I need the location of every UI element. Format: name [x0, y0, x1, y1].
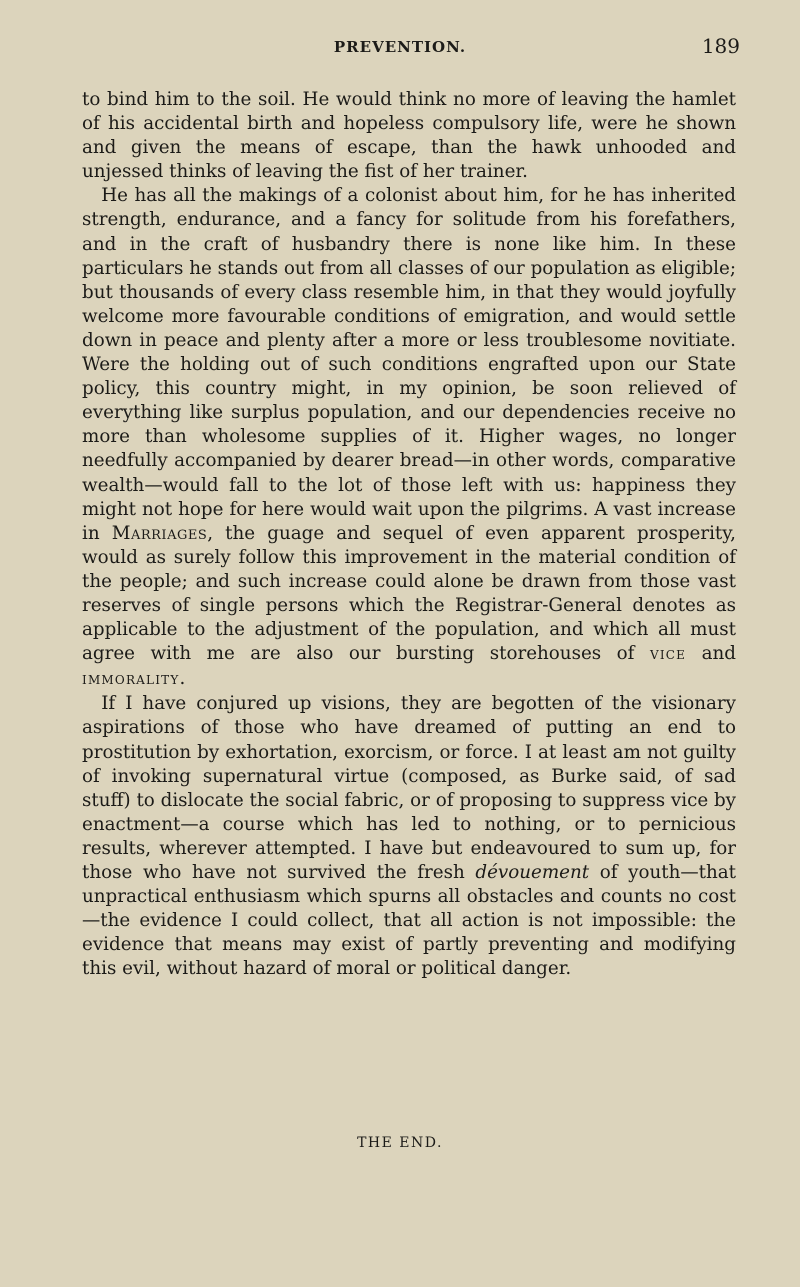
paragraph-2-text-cont: , the guage and sequel of even apparent prosperity, would as surely follow this improvement in the material condition of the people; and such increase could alone be drawn from those vast reserves of single persons which the Registrar-General denotes as applicable to the adjustment of the population, and which all must agree with me are also our bursting storehouses of	[82, 522, 736, 665]
devouement-italic: dévouement	[475, 862, 590, 883]
paragraph-2	[82, 184, 736, 692]
paragraph-3-text-cont: of youth—that unpractical enthusiasm which spurns all obstacles and counts no cost—the evidence I could collect, that all action is not impossible: the evidence that means may exist of partly preventing and modifying this evil, without hazard of moral or political danger.	[82, 862, 736, 980]
paragraph-1	[82, 88, 736, 184]
body-text	[82, 88, 736, 981]
paragraph-3	[82, 692, 736, 981]
paragraph-3-text: If I have conjured up visions, they are begotten of the visionary aspirations of those who have dreamed of putting an end to prostitution by exhortation, exorcism, or force. I at least am not guilty of invoking supernatural virtue (composed, as Burke said, of sad stuff) to dislocate the social fabric, or of proposing to suppress vice by enactment—a course which has led to nothing, or to pernicious results, wherever attempted. I have but endeavoured to sum up, for those who have not survived the fresh	[82, 693, 736, 883]
paragraph-2-text: He has all the makings of a colonist about him, for he has inherited strength, endurance, and a fancy for solitude from his forefathers, and in the craft of husbandry there is none like him. In these particulars he stands out from all classes of our population as eligible; but thousands of every class resemble him, in that they would joyfully welcome more favourable conditions of emigration, and would settle down in peace and plenty after a more or less troublesome novitiate. Were the holding out of such conditions engrafted upon our State policy, this country might, in my opinion, be soon relieved of everything like surplus population, and our dependencies receive no more than wholesome supplies of it. Higher wages, no longer needfully accompanied by dearer bread—in other words, comparative wealth—would fall to the lot of those left with us: happiness they might not hope for here would wait upon the pilgrims. A vast increase in	[82, 185, 736, 544]
page-number: 189	[701, 34, 740, 58]
marriages-small-caps: Marriages	[111, 522, 208, 544]
paragraph-2-end: .	[179, 668, 186, 690]
the-end-mark: THE END.	[357, 1135, 443, 1151]
paragraph-1-text: to bind him to the soil. He would think no more of leaving the hamlet of his accidental birth and hopeless compulsory life, were he shown and given the means of escape, than the hawk unhooded and unjessed thinks of leaving the fist of her trainer.	[82, 89, 736, 183]
vice-small-caps: VICE	[649, 648, 687, 663]
running-head	[0, 34, 800, 64]
running-title: PREVENTION.	[333, 38, 467, 56]
immorality-small-caps: IMMORALITY	[82, 673, 180, 688]
paragraph-2-and: and	[686, 643, 736, 665]
